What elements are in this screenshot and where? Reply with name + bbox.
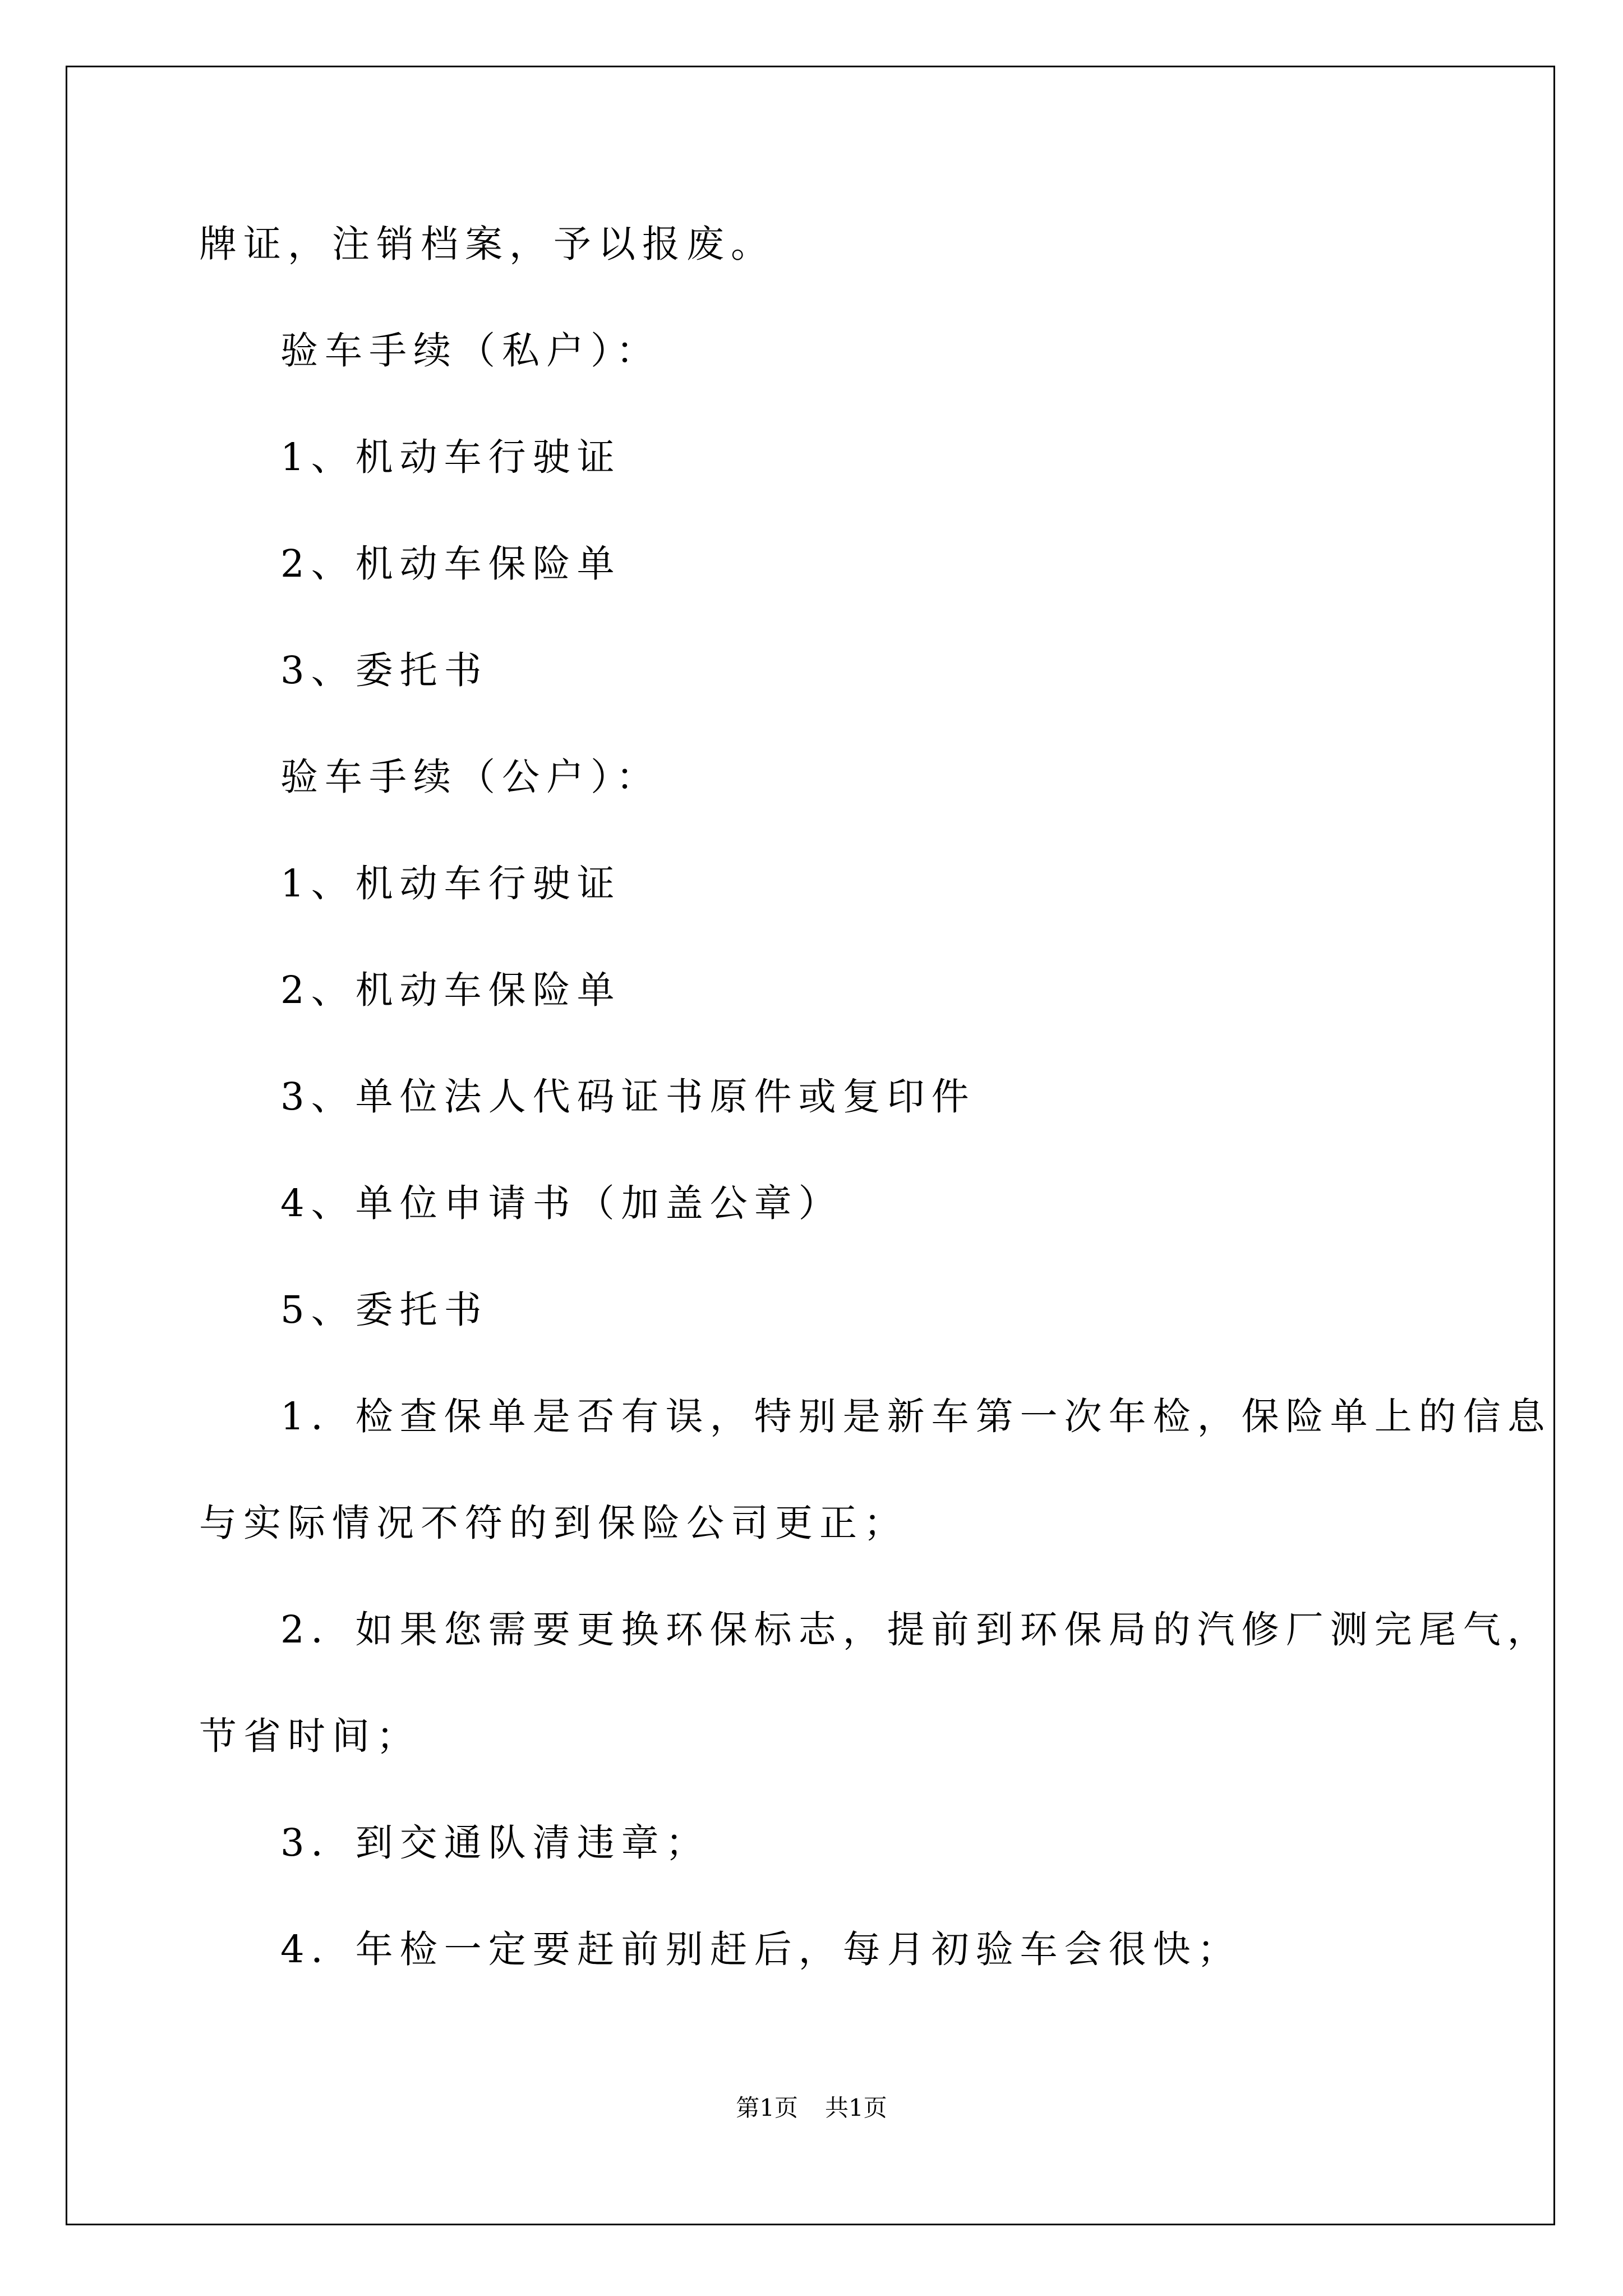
page-footer — [0, 2091, 1623, 2125]
list-item: 2、机动车保险单 — [280, 968, 621, 1012]
tip-paragraph-continuation: 与实际情况不符的到保险公司更正； — [199, 1501, 908, 1545]
list-item: 1、机动车行驶证 — [280, 862, 621, 905]
list-item: 5、委托书 — [280, 1288, 488, 1332]
list-item: 1、机动车行驶证 — [280, 435, 621, 479]
list-item: 4、单位申请书（加盖公章） — [280, 1181, 843, 1225]
page-number: 第1页 — [736, 2094, 798, 2122]
page-border — [66, 66, 1555, 2225]
tip-paragraph: 1．检查保单是否有误，特别是新车第一次年检，保险单上的信息 — [280, 1395, 1552, 1438]
paragraph-continuation: 牌证，注销档案，予以报废。 — [199, 222, 775, 266]
tip-paragraph: 4．年检一定要赶前别赶后，每月初验车会很快； — [280, 1927, 1242, 1971]
list-item: 3、单位法人代码证书原件或复印件 — [280, 1075, 976, 1119]
section-heading-public: 验车手续（公户）： — [280, 755, 661, 799]
tip-paragraph-continuation: 节省时间； — [199, 1714, 421, 1758]
section-heading-private: 验车手续（私户）： — [280, 329, 661, 372]
list-item: 2、机动车保险单 — [280, 542, 621, 586]
page-total: 共1页 — [825, 2094, 887, 2122]
tip-paragraph: 2．如果您需要更换环保标志，提前到环保局的汽修厂测完尾气， — [280, 1608, 1552, 1651]
tip-paragraph: 3．到交通队清违章； — [280, 1821, 710, 1865]
list-item: 3、委托书 — [280, 648, 488, 692]
